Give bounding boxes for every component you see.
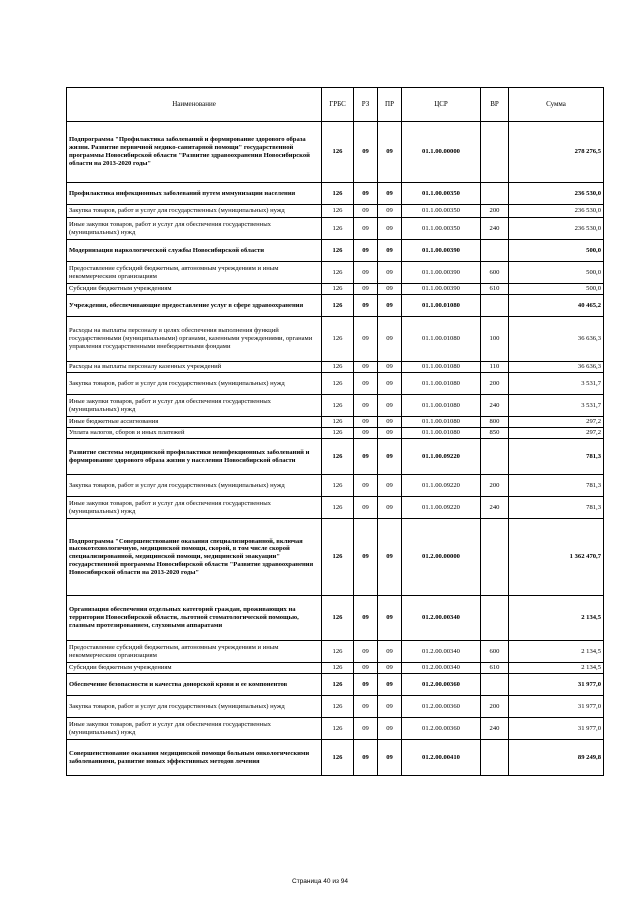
header-vr: ВР — [481, 88, 509, 122]
cell-vr: 850 — [481, 428, 509, 439]
cell-pr: 09 — [378, 262, 402, 284]
cell-pr: 09 — [378, 428, 402, 439]
cell-csr: 01.1.00.00350 — [402, 218, 481, 240]
cell-name: Профилактика инфекционных заболеваний путем иммунизации населения — [67, 183, 322, 205]
cell-pr: 09 — [378, 395, 402, 417]
cell-sum: 89 249,8 — [509, 740, 604, 776]
cell-rz: 09 — [354, 295, 378, 317]
cell-grbs: 126 — [322, 497, 354, 519]
cell-rz: 09 — [354, 663, 378, 674]
cell-csr: 01.1.00.01080 — [402, 317, 481, 362]
cell-vr: 200 — [481, 475, 509, 497]
cell-pr: 09 — [378, 373, 402, 395]
table-row — [67, 718, 604, 740]
cell-csr: 01.1.00.00350 — [402, 183, 481, 205]
cell-sum: 40 465,2 — [509, 295, 604, 317]
cell-name: Закупка товаров, работ и услуг для государственных (муниципальных) нужд — [67, 696, 322, 718]
cell-name: Закупка товаров, работ и услуг для государственных (муниципальных) нужд — [67, 475, 322, 497]
table-row — [67, 740, 604, 776]
cell-pr: 09 — [378, 362, 402, 373]
cell-vr: 610 — [481, 284, 509, 295]
cell-sum: 297,2 — [509, 428, 604, 439]
cell-csr: 01.2.00.00410 — [402, 740, 481, 776]
cell-rz: 09 — [354, 497, 378, 519]
cell-vr: 200 — [481, 205, 509, 218]
cell-sum: 781,3 — [509, 475, 604, 497]
cell-pr: 09 — [378, 240, 402, 262]
table-row — [67, 674, 604, 696]
cell-pr: 09 — [378, 183, 402, 205]
cell-name: Иные бюджетные ассигнования — [67, 417, 322, 428]
cell-rz: 09 — [354, 240, 378, 262]
table-row — [67, 183, 604, 205]
cell-sum: 278 276,5 — [509, 122, 604, 183]
cell-rz: 09 — [354, 428, 378, 439]
cell-csr: 01.2.00.00000 — [402, 519, 481, 596]
cell-csr: 01.1.00.00350 — [402, 205, 481, 218]
cell-name: Иные закупки товаров, работ и услуг для обеспечения государственных (муниципальных) нужд — [67, 218, 322, 240]
cell-grbs: 126 — [322, 240, 354, 262]
cell-name: Предоставление субсидий бюджетным, автономным учреждениям и иным некоммерческим организациям — [67, 641, 322, 663]
cell-grbs: 126 — [322, 718, 354, 740]
cell-sum: 500,0 — [509, 262, 604, 284]
table-body — [67, 88, 604, 776]
cell-name: Субсидии бюджетным учреждениям — [67, 663, 322, 674]
table-row — [67, 122, 604, 183]
cell-vr — [481, 240, 509, 262]
cell-vr: 240 — [481, 395, 509, 417]
cell-name: Организация обеспечения отдельных категорий граждан, проживающих на территории Новосибирской области, льготной стоматологической помощью, глазным протезированием, слуховыми аппаратами — [67, 596, 322, 641]
cell-grbs: 126 — [322, 262, 354, 284]
cell-name: Расходы на выплаты персоналу казенных учреждений — [67, 362, 322, 373]
cell-name: Развитие системы медицинской профилактики неинфекционных заболеваний и формирование здорового образа жизни у населения Новосибирской области — [67, 439, 322, 475]
cell-vr: 200 — [481, 696, 509, 718]
cell-pr: 09 — [378, 417, 402, 428]
cell-sum: 236 530,0 — [509, 205, 604, 218]
table-row — [67, 295, 604, 317]
cell-rz: 09 — [354, 696, 378, 718]
cell-pr: 09 — [378, 740, 402, 776]
table-row — [67, 373, 604, 395]
cell-csr: 01.1.00.01080 — [402, 373, 481, 395]
cell-rz: 09 — [354, 674, 378, 696]
table-row — [67, 663, 604, 674]
cell-pr: 09 — [378, 674, 402, 696]
cell-rz: 09 — [354, 395, 378, 417]
cell-name: Учреждения, обеспечивающие предоставление услуг в сфере здравоохранения — [67, 295, 322, 317]
cell-vr: 600 — [481, 641, 509, 663]
cell-vr — [481, 439, 509, 475]
cell-vr — [481, 674, 509, 696]
cell-name: Субсидии бюджетным учреждениям — [67, 284, 322, 295]
cell-csr: 01.1.00.01080 — [402, 295, 481, 317]
cell-name: Подпрограмма "Профилактика заболеваний и формирование здорового образа жизни. Развитие первичной медико-санитарной помощи" государственной программы Новосибирской области "Развитие здравоохранения Новосибирской области на 2013-2020 годы" — [67, 122, 322, 183]
cell-grbs: 126 — [322, 317, 354, 362]
cell-sum: 297,2 — [509, 417, 604, 428]
cell-csr: 01.1.00.01080 — [402, 362, 481, 373]
table-row — [67, 395, 604, 417]
cell-csr: 01.1.00.01080 — [402, 428, 481, 439]
cell-rz: 09 — [354, 262, 378, 284]
cell-pr: 09 — [378, 205, 402, 218]
cell-grbs: 126 — [322, 373, 354, 395]
cell-sum: 31 977,0 — [509, 696, 604, 718]
cell-sum: 236 530,0 — [509, 183, 604, 205]
cell-grbs: 126 — [322, 641, 354, 663]
cell-sum: 781,3 — [509, 439, 604, 475]
cell-sum: 500,0 — [509, 284, 604, 295]
cell-rz: 09 — [354, 718, 378, 740]
cell-grbs: 126 — [322, 183, 354, 205]
cell-csr: 01.1.00.01080 — [402, 417, 481, 428]
table-row — [67, 439, 604, 475]
cell-pr: 09 — [378, 122, 402, 183]
header-sum: Сумма — [509, 88, 604, 122]
cell-vr: 240 — [481, 497, 509, 519]
cell-grbs: 126 — [322, 122, 354, 183]
cell-rz: 09 — [354, 596, 378, 641]
cell-rz: 09 — [354, 439, 378, 475]
cell-pr: 09 — [378, 718, 402, 740]
cell-grbs: 126 — [322, 362, 354, 373]
cell-csr: 01.2.00.00340 — [402, 663, 481, 674]
cell-sum: 500,0 — [509, 240, 604, 262]
cell-vr: 600 — [481, 262, 509, 284]
header-name: Наименование — [67, 88, 322, 122]
cell-csr: 01.1.00.01080 — [402, 395, 481, 417]
cell-vr: 100 — [481, 317, 509, 362]
table-header-row — [67, 88, 604, 122]
cell-sum: 1 362 470,7 — [509, 519, 604, 596]
cell-grbs: 126 — [322, 205, 354, 218]
cell-grbs: 126 — [322, 663, 354, 674]
cell-rz: 09 — [354, 362, 378, 373]
cell-name: Расходы на выплаты персоналу в целях обеспечения выполнения функций государственными (муниципальными) органами, казенными учреждениями, органами управления государственными внебюджетными фондами — [67, 317, 322, 362]
cell-vr — [481, 295, 509, 317]
table-row — [67, 475, 604, 497]
table-row — [67, 696, 604, 718]
cell-vr — [481, 596, 509, 641]
cell-sum: 2 134,5 — [509, 663, 604, 674]
cell-grbs: 126 — [322, 284, 354, 295]
cell-vr: 240 — [481, 718, 509, 740]
cell-rz: 09 — [354, 475, 378, 497]
cell-pr: 09 — [378, 663, 402, 674]
cell-csr: 01.1.00.09220 — [402, 439, 481, 475]
cell-name: Иные закупки товаров, работ и услуг для обеспечения государственных (муниципальных) нужд — [67, 395, 322, 417]
cell-csr: 01.1.00.00390 — [402, 262, 481, 284]
header-rz: РЗ — [354, 88, 378, 122]
table-row — [67, 284, 604, 295]
cell-csr: 01.1.00.09220 — [402, 475, 481, 497]
cell-sum: 36 636,3 — [509, 362, 604, 373]
table-row — [67, 428, 604, 439]
cell-sum: 2 134,5 — [509, 596, 604, 641]
cell-vr: 610 — [481, 663, 509, 674]
cell-grbs: 126 — [322, 395, 354, 417]
table-row — [67, 240, 604, 262]
cell-pr: 09 — [378, 696, 402, 718]
budget-table — [66, 87, 604, 776]
cell-rz: 09 — [354, 417, 378, 428]
cell-vr — [481, 740, 509, 776]
cell-grbs: 126 — [322, 295, 354, 317]
cell-vr: 110 — [481, 362, 509, 373]
cell-pr: 09 — [378, 317, 402, 362]
cell-name: Подпрограмма "Совершенствование оказания специализированной, включая высокотехнологичную, медицинской помощи, скорой, в том числе скорой специализированной, медицинской помощи, медицинской эвакуации" государственной программы Новосибирской области "Развитие здравоохранения Новосибирской области на 2013-2020 годы" — [67, 519, 322, 596]
cell-vr — [481, 122, 509, 183]
cell-vr: 200 — [481, 373, 509, 395]
table-row — [67, 596, 604, 641]
cell-grbs: 126 — [322, 439, 354, 475]
cell-csr: 01.2.00.00340 — [402, 641, 481, 663]
cell-grbs: 126 — [322, 218, 354, 240]
header-grbs: ГРБС — [322, 88, 354, 122]
cell-rz: 09 — [354, 519, 378, 596]
cell-sum: 31 977,0 — [509, 674, 604, 696]
cell-grbs: 126 — [322, 596, 354, 641]
cell-pr: 09 — [378, 497, 402, 519]
cell-csr: 01.1.00.09220 — [402, 497, 481, 519]
cell-pr: 09 — [378, 596, 402, 641]
cell-grbs: 126 — [322, 519, 354, 596]
table-row — [67, 205, 604, 218]
cell-rz: 09 — [354, 205, 378, 218]
cell-csr: 01.2.00.00360 — [402, 696, 481, 718]
table-row — [67, 362, 604, 373]
cell-pr: 09 — [378, 519, 402, 596]
cell-name: Иные закупки товаров, работ и услуг для обеспечения государственных (муниципальных) нужд — [67, 497, 322, 519]
table-row — [67, 218, 604, 240]
cell-sum: 781,3 — [509, 497, 604, 519]
cell-grbs: 126 — [322, 417, 354, 428]
cell-name: Иные закупки товаров, работ и услуг для обеспечения государственных (муниципальных) нужд — [67, 718, 322, 740]
cell-csr: 01.1.00.00390 — [402, 284, 481, 295]
cell-grbs: 126 — [322, 428, 354, 439]
cell-rz: 09 — [354, 740, 378, 776]
cell-sum: 2 134,5 — [509, 641, 604, 663]
cell-name: Уплата налогов, сборов и иных платежей — [67, 428, 322, 439]
cell-pr: 09 — [378, 295, 402, 317]
cell-name: Совершенствование оказания медицинской помощи больным онкологическими заболеваниями, развитие новых эффективных методов лечения — [67, 740, 322, 776]
cell-name: Модернизация наркологической службы Новосибирской области — [67, 240, 322, 262]
cell-grbs: 126 — [322, 475, 354, 497]
table-row — [67, 519, 604, 596]
cell-rz: 09 — [354, 218, 378, 240]
cell-sum: 36 636,3 — [509, 317, 604, 362]
cell-csr: 01.1.00.00000 — [402, 122, 481, 183]
cell-grbs: 126 — [322, 696, 354, 718]
header-csr: ЦСР — [402, 88, 481, 122]
cell-csr: 01.2.00.00340 — [402, 596, 481, 641]
cell-name: Обеспечение безопасности и качества донорской крови и ее компонентов — [67, 674, 322, 696]
header-pr: ПР — [378, 88, 402, 122]
cell-name: Закупка товаров, работ и услуг для государственных (муниципальных) нужд — [67, 373, 322, 395]
cell-name: Предоставление субсидий бюджетным, автономным учреждениям и иным некоммерческим организациям — [67, 262, 322, 284]
cell-vr: 800 — [481, 417, 509, 428]
cell-rz: 09 — [354, 122, 378, 183]
cell-csr: 01.1.00.00390 — [402, 240, 481, 262]
cell-vr — [481, 183, 509, 205]
cell-sum: 236 530,0 — [509, 218, 604, 240]
cell-csr: 01.2.00.00360 — [402, 674, 481, 696]
table-row — [67, 497, 604, 519]
cell-grbs: 126 — [322, 740, 354, 776]
cell-rz: 09 — [354, 641, 378, 663]
cell-sum: 3 531,7 — [509, 373, 604, 395]
cell-pr: 09 — [378, 439, 402, 475]
cell-rz: 09 — [354, 317, 378, 362]
cell-vr: 240 — [481, 218, 509, 240]
table-row — [67, 262, 604, 284]
cell-pr: 09 — [378, 284, 402, 295]
table-row — [67, 641, 604, 663]
cell-rz: 09 — [354, 183, 378, 205]
cell-pr: 09 — [378, 641, 402, 663]
cell-sum: 31 977,0 — [509, 718, 604, 740]
cell-csr: 01.2.00.00360 — [402, 718, 481, 740]
cell-rz: 09 — [354, 284, 378, 295]
cell-name: Закупка товаров, работ и услуг для государственных (муниципальных) нужд — [67, 205, 322, 218]
table-row — [67, 417, 604, 428]
page-number: Страница 40 из 94 — [292, 878, 348, 885]
cell-grbs: 126 — [322, 674, 354, 696]
cell-pr: 09 — [378, 475, 402, 497]
cell-vr — [481, 519, 509, 596]
table-row — [67, 317, 604, 362]
cell-pr: 09 — [378, 218, 402, 240]
cell-rz: 09 — [354, 373, 378, 395]
cell-sum: 3 531,7 — [509, 395, 604, 417]
